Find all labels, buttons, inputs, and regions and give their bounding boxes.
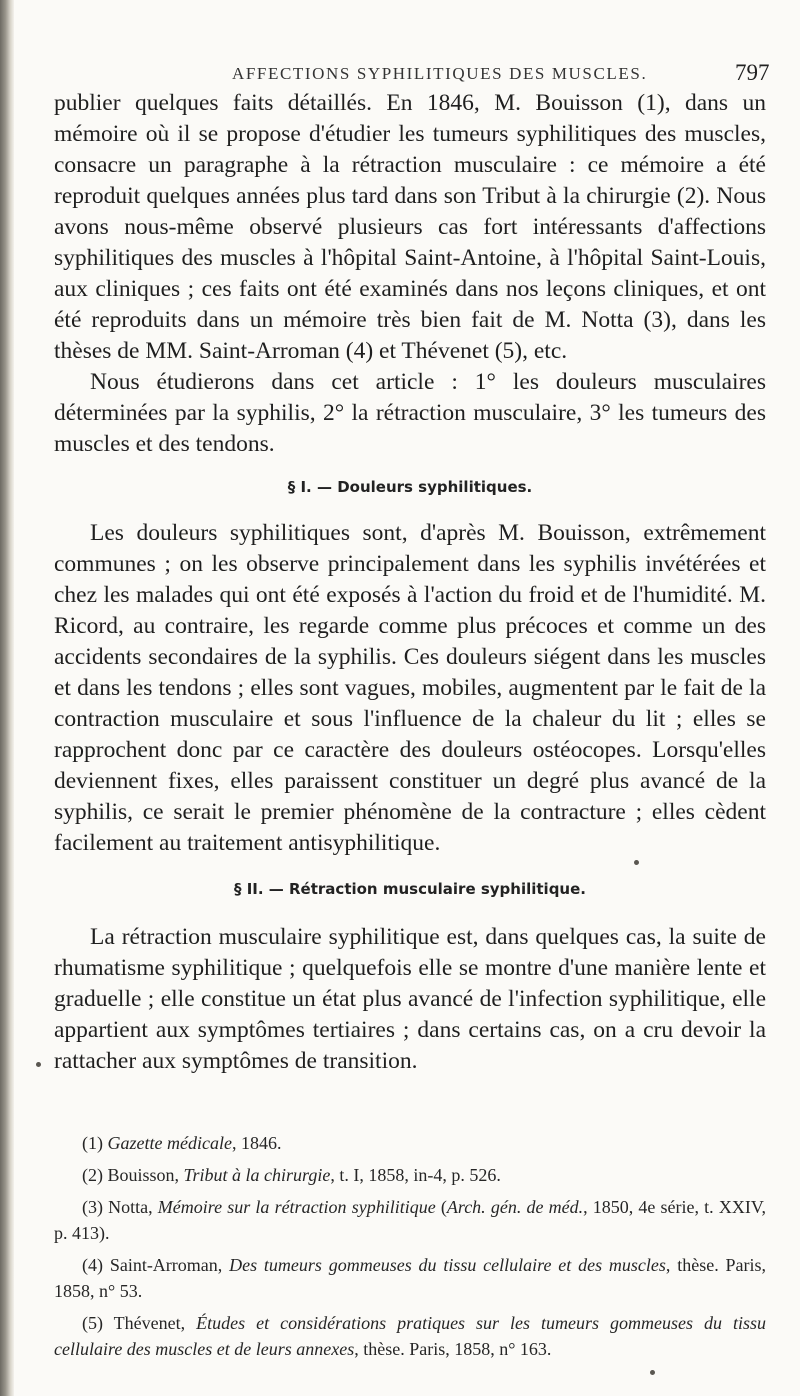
footnote-source: Arch. gén. de méd. (446, 1197, 584, 1217)
footnote-number: (5) (82, 1313, 103, 1333)
footnote (54, 1310, 766, 1362)
footnote-title: Des tumeurs gommeuses du tissu cellulaire et des muscles (229, 1255, 666, 1275)
ink-speck (634, 860, 639, 865)
footnote-rest: , 1846. (231, 1133, 282, 1153)
footnote-rest: , thèse. Paris, 1858, n° 163. (354, 1339, 552, 1359)
section-1-paragraph: Les douleurs syphilitiques sont, d'après M. Bouisson, extrêmement communes ; on les observe principalement dans les syphilis invétérées et chez les malades qui ont été exposés à l'action du froid et de l'humidité. M. Ricord, au contraire, les regarde comme plus précoces et comme un des accidents secondaires de la syphilis. Ces douleurs siégent dans les muscles et dans les tendons ; elles sont vagues, mobiles, augmentent par le fait de la contraction musculaire et sous l'influence de la chaleur du lit ; elles se rapprochent donc par ce caractère des douleurs ostéocopes. Lorsqu'elles deviennent fixes, elles paraissent constituer un degré plus avancé de la syphilis, ce serait le premier phénomène de la contracture ; elles cèdent facilement au traitement antisyphilitique. (54, 520, 766, 856)
page-binding-edge (0, 0, 14, 1396)
footnotes (54, 1130, 766, 1368)
ink-speck (36, 1062, 41, 1067)
section-1-text (54, 518, 766, 859)
footnote (54, 1162, 766, 1188)
footnote-number: (3) (82, 1197, 103, 1217)
footnote-number: (1) (82, 1133, 103, 1153)
section-heading-douleurs: § I. — Douleurs syphilitiques. (287, 478, 533, 496)
intro-text (54, 88, 766, 460)
footnote-author: Bouisson, (107, 1165, 184, 1185)
intro-paragraph-2: Nous étudierons dans cet article : 1° les douleurs musculaires déterminées par la syphilis, 2° la rétraction musculaire, 3° les tumeurs des muscles et des tendons. (54, 369, 766, 457)
section-2-text (54, 922, 766, 1077)
footnote-rest: , 1850, 4e série, t. XXIV, p. 413). (54, 1197, 766, 1243)
footnote (54, 1130, 766, 1156)
footnote-paren: ( (435, 1197, 447, 1217)
footnote (54, 1252, 766, 1304)
footnote-number: (2) (82, 1165, 103, 1185)
footnote-author: Notta, (108, 1197, 158, 1217)
footnote-author: Saint-Arroman, (109, 1255, 230, 1275)
footnote-title: Études et considérations pratiques sur les tumeurs gommeuses du tissu cellulaire des muscles et de leurs annexes (54, 1313, 766, 1359)
footnote-title: Tribut à la chirurgie (183, 1165, 331, 1185)
running-head: AFFECTIONS SYPHILITIQUES DES MUSCLES. (232, 64, 648, 83)
footnote-number: (4) (82, 1255, 103, 1275)
page-number: 797 (735, 60, 770, 85)
ink-speck (650, 1370, 655, 1375)
footnote-rest: , thèse. Paris, 1858, n° 53. (54, 1255, 766, 1301)
footnote-title: Gazette médicale (107, 1133, 232, 1153)
footnote-author: Thévenet, (113, 1313, 197, 1333)
intro-paragraph-1: publier quelques faits détaillés. En 1846, M. Bouisson (1), dans un mémoire où il se propose d'étudier les tumeurs syphilitiques des muscles, consacre un paragraphe à la rétraction musculaire : ce mémoire a été reproduit quelques années plus tard dans son Tribut à la chirurgie (2). Nous avons nous-même observé plusieurs cas fort intéressants d'affections syphilitiques des muscles à l'hôpital Saint-Antoine, à l'hôpital Saint-Louis, aux cliniques ; ces faits ont été examinés dans nos leçons cliniques, et ont été reproduits dans un mémoire très bien fait de M. Notta (3), dans les thèses de MM. Saint-Arroman (4) et Thévenet (5), etc. (54, 90, 766, 364)
footnote-title: Mémoire sur la rétraction syphilitique (157, 1197, 436, 1217)
section-heading-retraction: § II. — Rétraction musculaire syphilitique. (233, 880, 586, 898)
footnote (54, 1194, 766, 1246)
footnote-rest: , t. I, 1858, in-4, p. 526. (330, 1165, 501, 1185)
section-2-paragraph: La rétraction musculaire syphilitique est, dans quelques cas, la suite de rhumatisme syphilitique ; quelquefois elle se montre d'une manière lente et graduelle ; elle constitue un état plus avancé de l'infection syphilitique, elle appartient aux symptômes tertiaires ; dans certains cas, on a cru devoir la rattacher aux symptômes de transition. (54, 924, 766, 1074)
